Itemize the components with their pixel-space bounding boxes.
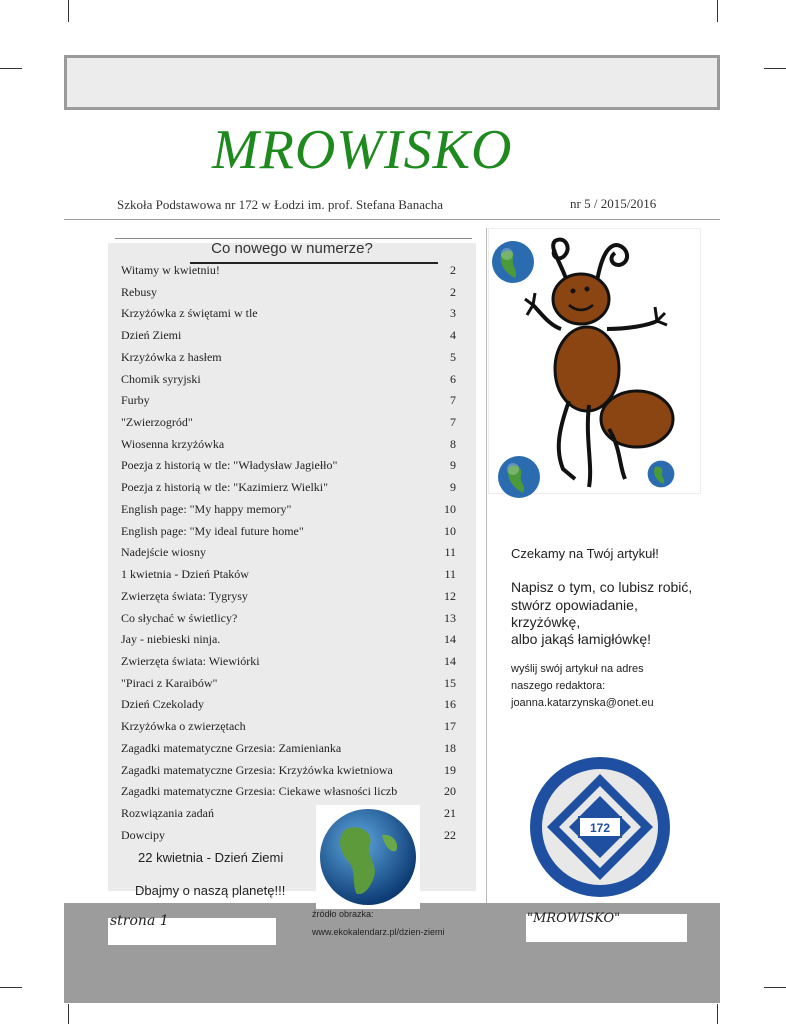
toc-item <box>121 632 461 647</box>
toc-item <box>121 719 461 734</box>
toc-item <box>121 263 461 278</box>
toc-item <box>121 611 461 626</box>
toc-item-label: Witamy w kwietniu! <box>121 263 220 277</box>
toc-item-label: Poezja z historią w tle: "Kazimierz Wielki" <box>121 480 329 495</box>
toc-item <box>121 285 461 300</box>
toc-item-label: Rebusy <box>121 284 157 299</box>
toc-item-label: Jay - niebieski ninja. <box>121 632 221 647</box>
toc-item-label: English page: "My ideal future home" <box>121 523 304 538</box>
toc-item-page: 11 <box>444 567 456 582</box>
toc-item <box>121 480 461 495</box>
toc-item-page: 11 <box>444 545 456 560</box>
toc-item-page: 7 <box>450 393 456 408</box>
call-line: krzyżówkę, <box>511 614 581 630</box>
toc-item-page: 20 <box>444 784 456 799</box>
school-name: Szkoła Podstawowa nr 172 w Łodzi im. prof. Stefana Banacha <box>117 197 444 212</box>
call-line: albo jakąś łamigłówkę! <box>511 631 652 647</box>
crop-mark <box>717 0 718 22</box>
toc-item-label: Rozwiązania zadań <box>121 806 214 820</box>
crop-mark <box>764 987 786 988</box>
toc-item <box>121 502 461 517</box>
image-source-url: www.ekokalendarz.pl/dzien-ziemi <box>312 927 445 937</box>
toc-item <box>121 784 461 799</box>
toc-item-label: 1 kwietnia - Dzień Ptaków <box>121 567 249 582</box>
toc-item-page: 9 <box>450 458 456 473</box>
toc-item-page: 4 <box>450 328 456 343</box>
toc-item-page: 12 <box>444 588 456 603</box>
toc-item-label: Wiosenna krzyżówka <box>121 436 225 451</box>
toc-item <box>121 372 461 387</box>
toc-item-page: 17 <box>444 719 456 734</box>
toc-item-label: Krzyżówka o zwierzętach <box>121 719 246 734</box>
toc-item-label: English page: "My happy memory" <box>121 501 292 516</box>
toc-item-page: 5 <box>450 349 456 364</box>
toc-item-label: Dowcipy <box>121 827 165 842</box>
toc-item-page: 10 <box>444 523 456 538</box>
toc-item-page: 16 <box>444 697 456 712</box>
image-source-label: źródło obrazka: <box>312 909 374 919</box>
globe-icon <box>491 240 535 284</box>
toc-item-page: 14 <box>444 653 456 668</box>
toc-item-page: 3 <box>450 306 456 321</box>
toc-item-label: Co słychać w świetlicy? <box>121 610 238 625</box>
toc-item <box>121 350 461 365</box>
footer-title: "MROWISKO" <box>527 911 621 926</box>
toc-item <box>121 567 461 582</box>
toc-item <box>121 589 461 604</box>
toc-item-label: Furby <box>121 393 150 408</box>
crop-mark <box>764 68 786 69</box>
issue-number: nr 5 / 2015/2016 <box>570 196 657 211</box>
toc-item-page: 15 <box>444 675 456 690</box>
call-heading: Czekamy na Twój artykuł! <box>511 546 659 561</box>
toc-item-label: Zwierzęta świata: Tygrysy <box>121 588 248 603</box>
toc-item-page: 13 <box>444 610 456 625</box>
toc-item-label: Krzyżówka z hasłem <box>121 349 222 364</box>
globe-icon <box>497 455 541 499</box>
toc-item-page: 18 <box>444 740 456 755</box>
toc-item-label: Chomik syryjski <box>121 371 201 386</box>
toc-item-label: Krzyżówka z świętami w tle <box>121 306 258 321</box>
toc-item-page: 21 <box>444 806 456 820</box>
header-rule <box>64 219 720 220</box>
column-divider <box>486 228 487 908</box>
toc-item-page: 2 <box>450 263 456 277</box>
toc-item-label: Nadejście wiosny <box>121 545 206 560</box>
crop-mark <box>0 68 22 69</box>
toc-item-page: 6 <box>450 371 456 386</box>
toc-item <box>121 458 461 473</box>
call-line: stwórz opowiadanie, <box>511 597 638 613</box>
crop-mark <box>717 1004 718 1024</box>
call-line: Napisz o tym, co lubisz robić, <box>511 579 693 595</box>
earth-day-caption: 22 kwietnia - Dzień Ziemi <box>138 850 284 865</box>
header-banner <box>64 55 720 110</box>
toc-item-label: Zwierzęta świata: Wiewiórki <box>121 653 260 668</box>
seal-number: 172 <box>589 821 611 835</box>
toc-item <box>121 654 461 669</box>
toc-item-page: 10 <box>444 501 456 516</box>
school-seal-logo <box>527 752 673 902</box>
toc-item <box>121 697 461 712</box>
editor-email: joanna.katarzynska@onet.eu <box>511 697 654 709</box>
toc-item-page: 19 <box>444 762 456 777</box>
page-number: strona 1 <box>110 913 169 929</box>
crop-mark <box>0 987 22 988</box>
toc-item <box>121 524 461 539</box>
toc-item-label: "Zwierzogród" <box>121 415 193 430</box>
toc-item-label: Zagadki matematyczne Grzesia: Ciekawe własności liczb <box>121 784 398 799</box>
toc-item-label: Zagadki matematyczne Grzesia: Krzyżówka kwietniowa <box>121 762 393 777</box>
toc-item <box>121 306 461 321</box>
toc-title: Co nowego w numerze? <box>211 240 373 257</box>
toc-item-page: 7 <box>450 415 456 430</box>
toc-item-page: 22 <box>444 827 456 842</box>
earth-globe-image <box>316 805 420 909</box>
send-instruction: naszego redaktora: <box>511 680 606 692</box>
planet-slogan: Dbajmy o naszą planetę!!! <box>135 883 286 898</box>
toc-item <box>121 437 461 452</box>
toc-item <box>121 415 461 430</box>
toc-item <box>121 545 461 560</box>
toc-item <box>121 393 461 408</box>
toc-item-page: 14 <box>444 632 456 647</box>
earth-photo <box>316 805 420 909</box>
toc-top-rule <box>115 238 472 239</box>
toc-item-label: Zagadki matematyczne Grzesia: Zamienianka <box>121 740 342 755</box>
crop-mark <box>68 0 69 22</box>
toc-item-page: 2 <box>450 284 456 299</box>
crop-mark <box>68 1004 69 1024</box>
masthead-title: MROWISKO <box>212 119 513 181</box>
toc-item-label: "Piraci z Karaibów" <box>121 675 218 690</box>
toc-item <box>121 328 461 343</box>
toc-item <box>121 676 461 691</box>
toc-item-label: Poezja z historią w tle: "Władysław Jagiełło" <box>121 458 338 473</box>
toc-item <box>121 763 461 778</box>
toc-item-label: Dzień Ziemi <box>121 328 182 343</box>
send-instruction: wyślij swój artykuł na adres <box>511 663 644 675</box>
globe-icon <box>647 460 675 488</box>
toc-item-page: 8 <box>450 436 456 451</box>
toc-item-label: Dzień Czekolady <box>121 697 204 712</box>
toc-item <box>121 741 461 756</box>
toc-item-page: 9 <box>450 480 456 495</box>
